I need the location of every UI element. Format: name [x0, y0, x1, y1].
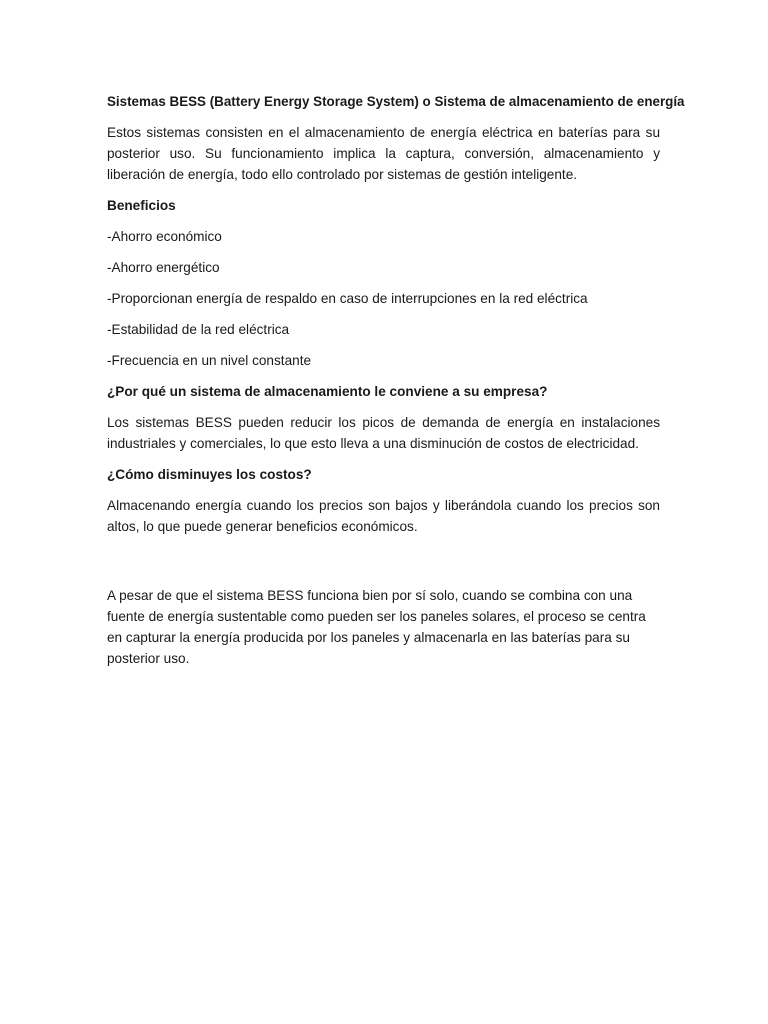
answer-paragraph-company: Los sistemas BESS pueden reducir los picos de demanda de energía en instalaciones industriales y comerciales, lo que esto lleva a una disminución de costos de electricidad. [107, 415, 660, 451]
closing-line: A pesar de que el sistema BESS funciona bien por sí solo, cuando se combina con una [107, 588, 633, 603]
benefit-item: -Estabilidad de la red eléctrica [107, 322, 290, 337]
question-heading-company: ¿Por qué un sistema de almacenamiento le conviene a su empresa? [107, 384, 548, 399]
benefit-item: -Proporcionan energía de respaldo en caso de interrupciones en la red eléctrica [107, 291, 588, 306]
question-heading-costs: ¿Cómo disminuyes los costos? [107, 467, 312, 482]
benefits-heading: Beneficios [107, 198, 176, 213]
document-page [107, 92, 685, 669]
closing-line: en capturar la energía producida por los paneles y almacenarla en las baterías para su [107, 630, 630, 645]
paragraph-spacer [107, 547, 660, 585]
benefit-item: -Frecuencia en un nivel constante [107, 353, 312, 368]
benefit-item: -Ahorro económico [107, 229, 222, 244]
answer-paragraph-costs: Almacenando energía cuando los precios son bajos y liberándola cuando los precios son altos, lo que puede generar beneficios económicos. [107, 498, 660, 534]
benefits-list [107, 226, 660, 371]
closing-line: posterior uso. [107, 651, 190, 666]
document-title: Sistemas BESS (Battery Energy Storage System) o Sistema de almacenamiento de energía [107, 94, 685, 109]
intro-paragraph: Estos sistemas consisten en el almacenamiento de energía eléctrica en baterías para su posterior uso. Su funcionamiento implica la captura, conversión, almacenamiento y liberación de energía, todo ello controlado por sistemas de gestión inteligente. [107, 125, 660, 182]
closing-paragraph [107, 585, 660, 669]
benefit-item: -Ahorro energético [107, 260, 220, 275]
closing-line: fuente de energía sustentable como pueden ser los paneles solares, el proceso se centra [107, 609, 646, 624]
